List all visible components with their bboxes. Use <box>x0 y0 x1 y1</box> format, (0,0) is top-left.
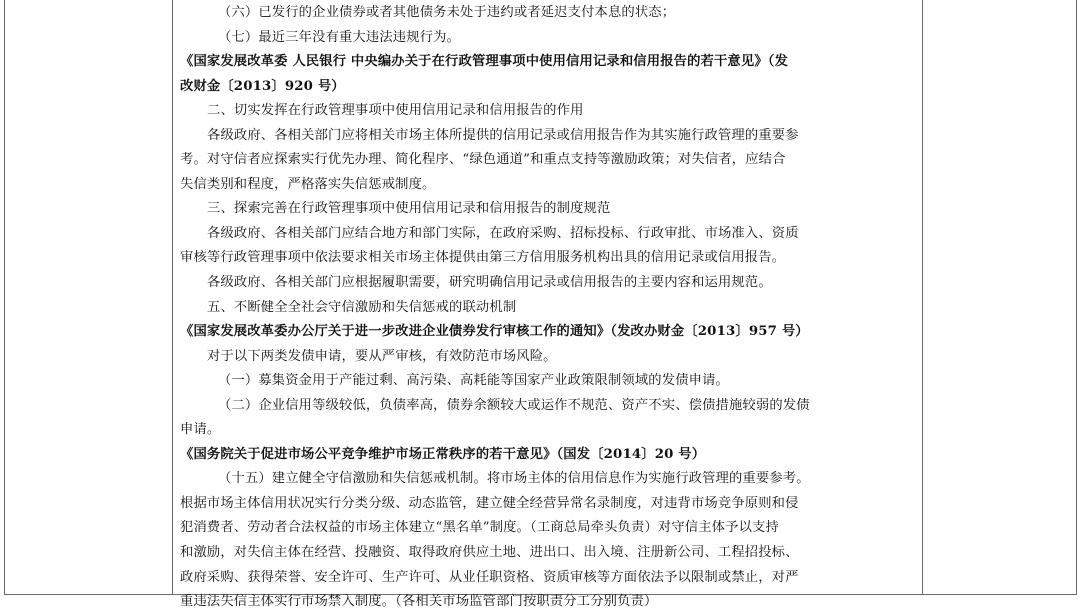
text-line: 各级政府、各相关部门应结合地方和部门实际，在政府采购、招标投标、行政审批、市场准入、资质 <box>207 225 799 241</box>
text-line: 政府采购、获得荣誉、安全许可、生产许可、从业任职资格、资质审核等方面依法予以限制或禁止，对严 <box>180 569 799 585</box>
policy-text-cell <box>180 1 918 610</box>
text-line: （一）募集资金用于产能过剩、高污染、高耗能等国家产业政策限制领域的发债申请。 <box>218 373 729 389</box>
table-border-left <box>4 0 5 595</box>
text-line: （十五）建立健全守信激励和失信惩戒机制。将市场主体的信用信息作为实施行政管理的重要参考。 <box>218 471 810 487</box>
text-line: 重违法失信主体实行市场禁入制度。（各相关市场监管部门按职责分工分别负责） <box>180 594 658 610</box>
table-border-col1 <box>172 0 173 595</box>
text-line: 各级政府、各相关部门应根据履职需要，研究明确信用记录或信用报告的主要内容和运用规范。 <box>207 275 772 291</box>
document-title: 《国务院关于促进市场公平竞争维护市场正常秩序的若干意见》（国发〔2014〕20 号） <box>180 446 706 462</box>
section-heading: 二、切实发挥在行政管理事项中使用信用记录和信用报告的作用 <box>207 103 584 119</box>
document-title: 《国家发展改革委办公厅关于进一步改进企业债券发行审核工作的通知》（发改办财金〔2013〕957 号） <box>180 324 809 340</box>
text-line: 对于以下两类发债申请，要从严审核，有效防范市场风险。 <box>207 348 557 364</box>
document-title: 改财金〔2013〕920 号） <box>180 78 345 94</box>
text-line: 犯消费者、劳动者合法权益的市场主体建立“黑名单”制度。（工商总局牵头负责）对守信主体予以支持 <box>180 520 779 536</box>
text-line: （二）企业信用等级较低，负债率高，债券余额较大或运作不规范、资产不实、偿债措施较弱的发债 <box>218 397 810 413</box>
text-line: 申请。 <box>180 422 221 438</box>
text-line: （七）最近三年没有重大违法违规行为。 <box>218 29 461 45</box>
text-line: 考。对守信者应探索实行优先办理、简化程序、“绿色通道”和重点支持等激励政策；对失信者，应结合 <box>180 152 786 168</box>
table-border-col2 <box>922 0 923 595</box>
text-line: 各级政府、各相关部门应将相关市场主体所提供的信用记录或信用报告作为其实施行政管理的重要参 <box>207 127 799 143</box>
document-title: 《国家发展改革委 人民银行 中央编办关于在行政管理事项中使用信用记录和信用报告的若干意见》（发 <box>180 54 789 70</box>
text-line: 审核等行政管理事项中依法要求相关市场主体提供由第三方信用服务机构出具的信用记录或信用报告。 <box>180 250 786 266</box>
text-line: （六）已发行的企业债券或者其他债务未处于违约或者延迟支付本息的状态； <box>218 5 676 20</box>
text-line: 失信类别和程度，严格落实失信惩戒制度。 <box>180 176 436 192</box>
section-heading: 三、探索完善在行政管理事项中使用信用记录和信用报告的制度规范 <box>207 201 611 217</box>
section-heading: 五、不断健全全社会守信激励和失信惩戒的联动机制 <box>207 299 517 315</box>
table-border-right <box>1076 0 1077 595</box>
text-line: 和激励，对失信主体在经营、投融资、取得政府供应土地、进出口、出入境、注册新公司、工程招投标、 <box>180 545 799 561</box>
text-line: 根据市场主体信用状况实行分类分级、动态监管，建立健全经营异常名录制度，对违背市场竞争原则和侵 <box>180 495 799 511</box>
